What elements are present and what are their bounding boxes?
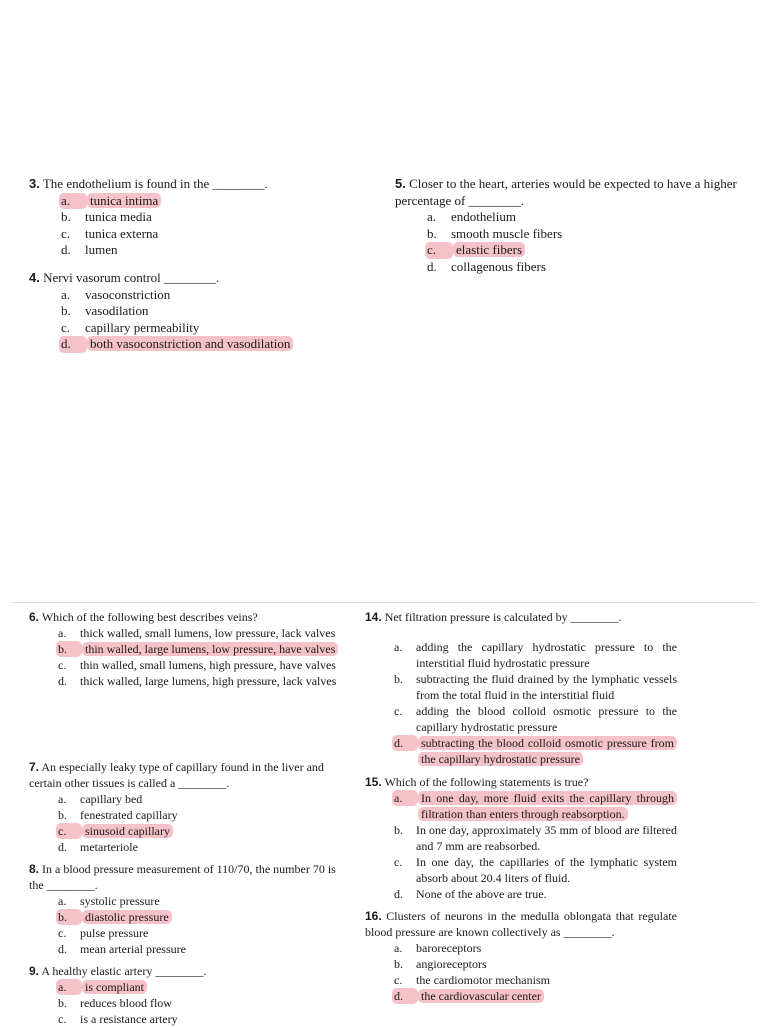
option-label: smooth muscle fibers [451, 225, 563, 241]
option-letter: a. [58, 894, 67, 908]
option-letter: a. [59, 193, 87, 210]
option-d [394, 735, 677, 767]
question-15 [365, 774, 677, 902]
option-b [58, 641, 341, 657]
option-a [61, 193, 359, 210]
question-number: 6. [29, 610, 40, 624]
question-text: The endothelium is found in the ________. [42, 176, 268, 191]
option-a [394, 940, 677, 956]
option-d [58, 839, 341, 855]
option-c [58, 823, 341, 839]
option-c [61, 320, 359, 337]
question-3 [29, 176, 359, 259]
question-number: 3. [29, 176, 40, 191]
option-label: lumen [85, 242, 118, 257]
question-stem [365, 609, 677, 625]
option-a [61, 287, 359, 304]
highlighted-answer: elastic fibers [453, 242, 525, 257]
option-text [416, 703, 677, 735]
option-text [451, 209, 740, 226]
question-5 [395, 176, 740, 275]
question-text: A healthy elastic artery ________. [41, 964, 207, 978]
option-letter: c. [394, 704, 403, 718]
highlighted-answer: sinusoid capillary [82, 824, 173, 838]
option-label: tunica externa [85, 225, 159, 241]
option-a [394, 639, 677, 671]
option-label: thick walled, large lumens, high pressure, lack valves [80, 674, 337, 688]
option-text [418, 988, 677, 1004]
option-letter: a. [392, 790, 418, 806]
option-b [394, 822, 677, 854]
option-letter: d. [394, 887, 403, 901]
answer-options [61, 193, 359, 259]
option-b [394, 956, 677, 972]
option-a [58, 979, 341, 995]
option-label: the cardiomotor mechanism [416, 973, 550, 987]
highlighted-answer: tunica intima [87, 193, 161, 208]
option-text [85, 303, 359, 320]
question-14 [365, 609, 677, 767]
option-text [80, 839, 341, 855]
answer-options [61, 287, 359, 353]
answer-options [58, 791, 341, 855]
question-text: Nervi vasorum control ________. [43, 270, 220, 285]
question-number: 8. [29, 862, 40, 876]
highlighted-answer: diastolic pressure [82, 910, 172, 924]
question-text: Closer to the heart, arteries would be expected to have a higher percentage of ________. [395, 176, 737, 208]
page-divider [12, 602, 756, 603]
option-label: mean arterial pressure [80, 942, 186, 956]
question-stem [395, 176, 740, 209]
option-label: collagenous fibers [451, 258, 546, 274]
option-label: vasodilation [85, 303, 149, 318]
option-letter: a. [56, 979, 82, 995]
question-number: 7. [29, 760, 40, 774]
option-a [394, 790, 677, 822]
option-c [58, 657, 341, 673]
option-text [80, 625, 341, 641]
option-text [80, 995, 341, 1011]
option-letter: c. [394, 855, 403, 869]
option-text [416, 639, 677, 671]
option-text [85, 209, 359, 226]
option-label: thick walled, small lumens, low pressure, lack valves [80, 626, 336, 640]
question-stem [365, 774, 677, 790]
option-a [427, 209, 740, 226]
option-letter: c. [61, 225, 71, 241]
option-b [61, 209, 359, 226]
option-label: None of the above are true. [416, 887, 547, 901]
option-c [394, 703, 677, 735]
question-7 [29, 759, 341, 855]
option-text [418, 790, 677, 822]
question-text: An especially leaky type of capillary found in the liver and certain other tissues is called a ________. [29, 760, 324, 790]
option-label: pulse pressure [80, 926, 149, 940]
option-letter: d. [58, 840, 67, 854]
question-4 [29, 270, 359, 353]
highlighted-answer: both vasoconstriction and vasodilation [87, 336, 293, 351]
option-text [80, 791, 341, 807]
question-stem [365, 908, 677, 940]
option-text [80, 925, 341, 941]
option-letter: a. [427, 209, 437, 224]
option-letter: b. [394, 957, 403, 971]
question-number: 4. [29, 270, 40, 285]
question-text: In a blood pressure measurement of 110/70, the number 70 is the ________. [29, 862, 336, 892]
question-9 [29, 963, 341, 1027]
option-label: thin walled, small lumens, high pressure, have valves [80, 658, 336, 672]
option-letter: c. [425, 242, 453, 259]
question-stem [29, 861, 341, 893]
option-text [85, 287, 359, 304]
option-letter: a. [394, 941, 403, 955]
option-letter: b. [427, 225, 437, 241]
option-letter: b. [394, 823, 403, 837]
option-text [416, 956, 677, 972]
option-text [80, 893, 341, 909]
option-text [80, 657, 341, 673]
option-text [416, 822, 677, 854]
option-letter: c. [58, 1012, 67, 1026]
option-label: baroreceptors [416, 941, 482, 955]
question-number: 5. [395, 176, 406, 191]
option-text [82, 641, 341, 657]
option-text [85, 242, 359, 259]
question-number: 15. [365, 775, 382, 789]
question-6 [29, 609, 341, 689]
option-text [453, 242, 740, 259]
option-d [394, 886, 677, 902]
option-label: In one day, approximately 35 mm of blood are filtered and 7 mm are reabsorbed. [416, 823, 677, 853]
option-text [87, 193, 359, 210]
option-label: capillary bed [80, 792, 143, 806]
option-d [61, 336, 359, 353]
option-text [87, 336, 359, 353]
option-text [85, 320, 359, 337]
answer-options [394, 940, 677, 1004]
answer-options [394, 639, 677, 767]
question-text: Which of the following best describes veins? [41, 610, 258, 624]
question-stem [29, 609, 341, 625]
option-b [427, 226, 740, 243]
option-b [61, 303, 359, 320]
option-letter: b. [58, 996, 67, 1010]
option-text [416, 940, 677, 956]
question-16 [365, 908, 677, 1004]
highlighted-answer: the cardiovascular center [418, 989, 544, 1003]
option-c [394, 854, 677, 886]
highlighted-answer: subtracting the blood colloid osmotic pressure from the capillary hydrostatic pressure [418, 736, 677, 766]
option-label: subtracting the fluid drained by the lymphatic vessels from the total fluid in the interstitial fluid [416, 672, 677, 702]
option-letter: a. [394, 640, 403, 654]
option-text [80, 673, 341, 689]
option-d [61, 242, 359, 259]
option-c [58, 925, 341, 941]
option-label: metarteriole [80, 840, 138, 854]
option-b [58, 995, 341, 1011]
option-text [82, 979, 341, 995]
highlighted-answer: is compliant [82, 980, 147, 994]
question-stem [29, 759, 341, 791]
option-b [394, 671, 677, 703]
option-label: endothelium [451, 209, 516, 224]
option-text [80, 1011, 341, 1027]
question-text: Net filtration pressure is calculated by ________. [384, 610, 622, 624]
option-text [82, 823, 341, 839]
option-label: is a resistance artery [80, 1012, 178, 1026]
option-text [451, 259, 740, 276]
question-number: 9. [29, 964, 40, 978]
question-stem [29, 176, 359, 193]
option-text [416, 886, 677, 902]
option-letter: b. [61, 303, 71, 318]
option-label: In one day, the capillaries of the lymphatic system absorb about 20.4 liters of fluid. [416, 855, 677, 885]
option-letter: d. [392, 988, 418, 1004]
option-text [82, 909, 341, 925]
option-letter: c. [58, 926, 67, 940]
option-a [58, 893, 341, 909]
question-number: 16. [365, 909, 382, 923]
answer-options [58, 893, 341, 957]
option-letter: a. [58, 792, 67, 806]
highlighted-answer: thin walled, large lumens, low pressure, have valves [82, 642, 338, 656]
option-letter: d. [61, 242, 71, 257]
option-label: adding the blood colloid osmotic pressure to the capillary hydrostatic pressure [416, 704, 677, 734]
answer-options [394, 790, 677, 902]
option-b [58, 909, 341, 925]
option-letter: c. [56, 823, 82, 839]
question-8 [29, 861, 341, 957]
option-label: adding the capillary hydrostatic pressure to the interstitial fluid hydrostatic pressure [416, 640, 677, 670]
option-d [394, 988, 677, 1004]
option-text [418, 735, 677, 767]
answer-options [58, 625, 341, 689]
option-letter: a. [61, 286, 71, 302]
option-letter: b. [58, 808, 67, 822]
option-b [58, 807, 341, 823]
option-letter: d. [59, 336, 87, 353]
option-letter: c. [394, 973, 403, 987]
highlighted-answer: In one day, more fluid exits the capillary through filtration than enters through reabsorption. [418, 791, 677, 821]
option-label: capillary permeability [85, 319, 200, 335]
answer-options [58, 979, 341, 1027]
question-stem [29, 963, 341, 979]
option-letter: d. [427, 258, 437, 274]
question-stem [29, 270, 359, 287]
option-text [85, 226, 359, 243]
option-letter: d. [392, 735, 418, 751]
option-label: angioreceptors [416, 957, 487, 971]
option-letter: b. [61, 209, 71, 224]
question-text: Which of the following statements is true? [384, 775, 589, 789]
option-label: vasoconstriction [85, 286, 171, 302]
option-c [61, 226, 359, 243]
option-a [58, 791, 341, 807]
answer-options [427, 209, 740, 275]
option-a [58, 625, 341, 641]
option-letter: a. [58, 626, 67, 640]
option-label: systolic pressure [80, 894, 160, 908]
option-letter: b. [394, 672, 403, 686]
question-number: 14. [365, 610, 382, 624]
option-letter: b. [56, 909, 82, 925]
option-d [427, 259, 740, 276]
option-letter: d. [58, 942, 67, 956]
option-text [416, 854, 677, 886]
option-d [58, 673, 341, 689]
option-label: reduces blood flow [80, 996, 172, 1010]
option-c [427, 242, 740, 259]
option-text [80, 807, 341, 823]
option-text [451, 226, 740, 243]
option-letter: d. [58, 674, 67, 688]
option-label: tunica media [85, 209, 152, 224]
option-letter: c. [58, 658, 67, 672]
option-letter: c. [61, 319, 71, 335]
question-text: Clusters of neurons in the medulla oblongata that regulate blood pressure are known collectively as ________. [365, 909, 678, 939]
option-text [416, 671, 677, 703]
option-text [416, 972, 677, 988]
option-c [58, 1011, 341, 1027]
option-letter: b. [56, 641, 82, 657]
option-text [80, 941, 341, 957]
option-d [58, 941, 341, 957]
option-label: fenestrated capillary [80, 808, 178, 822]
option-c [394, 972, 677, 988]
